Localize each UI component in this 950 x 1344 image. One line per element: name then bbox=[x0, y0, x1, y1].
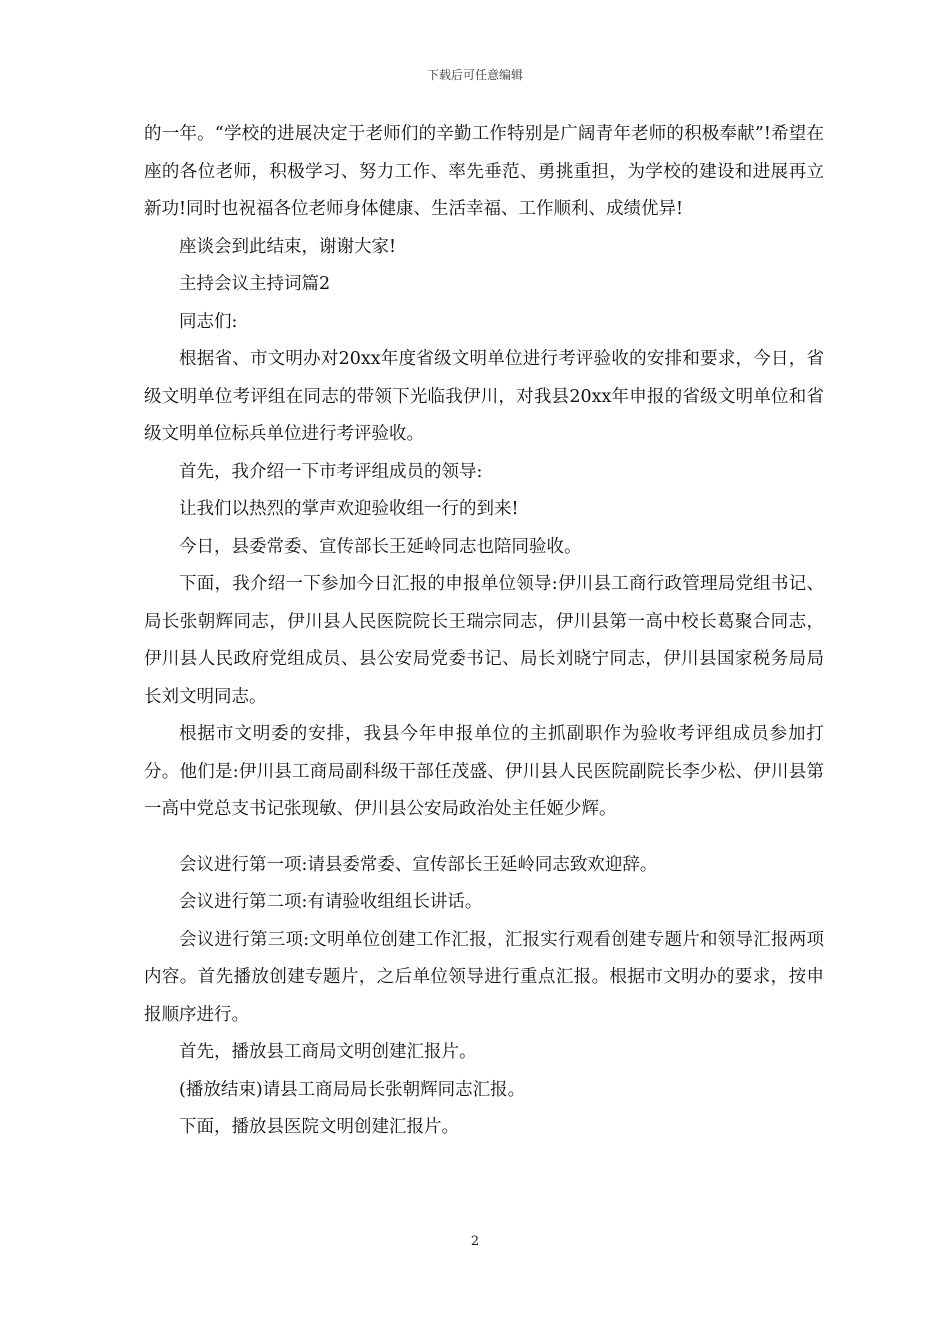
paragraph: 下面，我介绍一下参加今日汇报的申报单位领导:伊川县工商行政管理局党组书记、局长张朝辉同志，伊川县人民医院院长王瑞宗同志，伊川县第一高中校长葛聚合同志，伊川县人民政府党组成员、县公安局党委书记、局长刘晓宁同志，伊川县国家税务局局长刘文明同志。 bbox=[144, 574, 824, 707]
section-title: 主持会议主持词篇2 bbox=[179, 274, 331, 294]
paragraph-salutation: 同志们: bbox=[179, 311, 238, 332]
paragraph-agenda-item: 会议进行第三项:文明单位创建工作汇报，汇报实行观看创建专题片和领导汇报两项内容。首先播放创建专题片，之后单位领导进行重点汇报。根据市文明办的要求，按申报顺序进行。 bbox=[144, 929, 824, 1025]
paragraph: 首先，我介绍一下市考评组成员的领导: bbox=[179, 461, 483, 482]
paragraph: 下面，播放县医院文明创建汇报片。 bbox=[179, 1117, 459, 1137]
paragraph: 根据市文明委的安排，我县今年申报单位的主抓副职作为验收考评组成员参加打分。他们是:伊川县工商局副科级干部任茂盛、伊川县人民医院副院长李少松、伊川县第一高中党总支书记张现敏、伊川县公安局政治处主任姬少辉。 bbox=[144, 724, 824, 819]
paragraph-agenda-item: 会议进行第一项:请县委常委、宣传部长王延岭同志致欢迎辞。 bbox=[179, 854, 658, 875]
paragraph: 让我们以热烈的掌声欢迎验收组一行的到来! bbox=[179, 499, 519, 519]
paragraph-continuation: 的一年。“学校的进展决定于老师们的辛勤工作特别是广阔青年老师的积极奉献”!希望在座的各位老师，积极学习、努力工作、率先垂范、勇挑重担，为学校的建设和进展再立新功!同时也祝福各位老师身体健康、生活幸福、工作顺利、成绩优异! bbox=[144, 124, 824, 219]
paragraph: 首先，播放县工商局文明创建汇报片。 bbox=[179, 1042, 477, 1062]
document-body bbox=[144, 116, 824, 1147]
page-number: 2 bbox=[470, 1234, 480, 1249]
paragraph: (播放结束)请县工商局局长张朝辉同志汇报。 bbox=[179, 1079, 526, 1100]
paragraph: 今日，县委常委、宣传部长王延岭同志也陪同验收。 bbox=[179, 536, 582, 557]
paragraph-agenda-item: 会议进行第二项:有请验收组组长讲话。 bbox=[179, 892, 483, 912]
page-header-note: 下载后可任意编辑 bbox=[426, 68, 523, 82]
paragraph: 根据省、市文明办对20xx年度省级文明单位进行考评验收的安排和要求，今日，省级文明单位考评组在同志的带领下光临我伊川，对我县20xx年申报的省级文明单位和省级文明单位标兵单位进行考评验收。 bbox=[144, 349, 824, 444]
paragraph-closing: 座谈会到此结束，谢谢大家! bbox=[179, 236, 397, 257]
